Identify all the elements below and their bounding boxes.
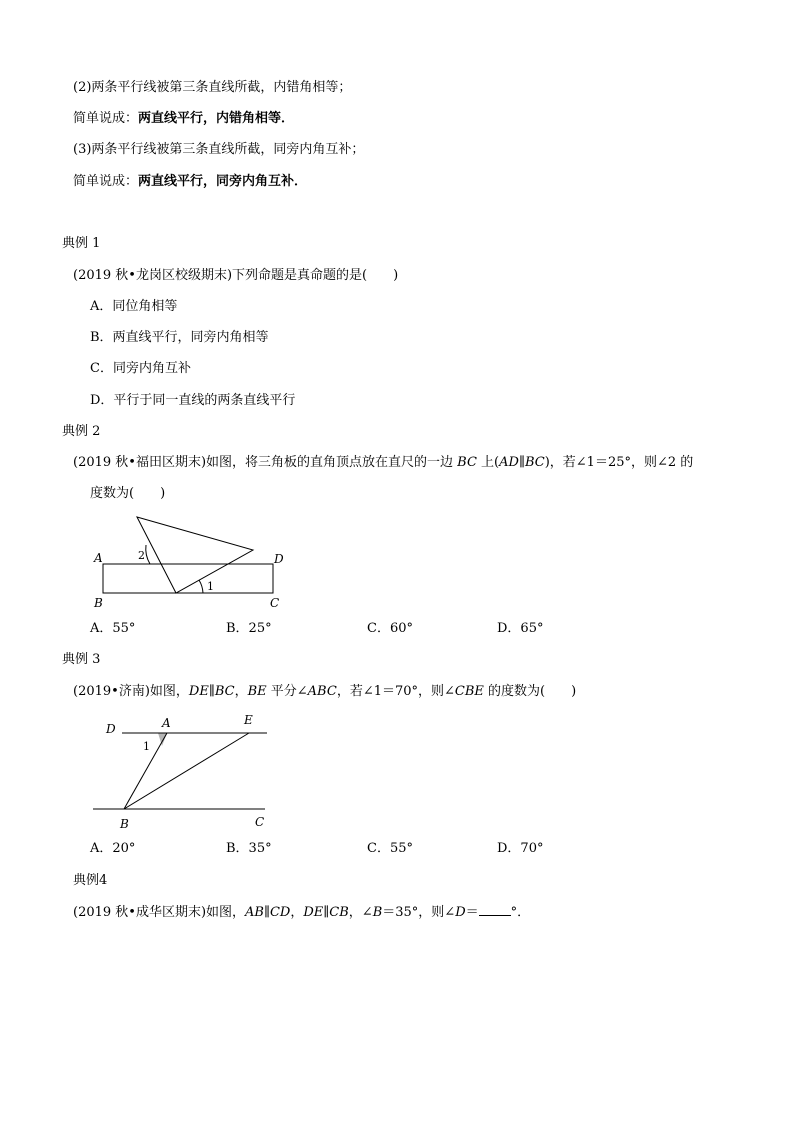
- example-1-option-b: B．两直线平行，同旁内角相等: [90, 330, 269, 345]
- q-text: (2019 秋•成华区期末)如图，: [73, 905, 246, 920]
- q-text: ，∠: [348, 905, 373, 920]
- label-a: A: [162, 716, 171, 730]
- short-prefix: 简单说成：: [73, 174, 139, 189]
- label-a: A: [94, 551, 103, 565]
- short-prefix: 简单说成：: [73, 111, 139, 126]
- example-2-option-c: C．60°: [367, 621, 413, 636]
- label-d: D: [106, 722, 116, 736]
- label-angle-2: 2: [138, 549, 145, 562]
- short-text: 两直线平行，内错角相等．: [138, 111, 295, 126]
- example-3-option-d: D．70°: [497, 841, 544, 856]
- q-math: DE∥BC: [188, 684, 235, 699]
- label-c: C: [255, 815, 265, 829]
- example-3-option-a: A．20°: [90, 841, 136, 856]
- example-3-option-c: C．55°: [367, 841, 413, 856]
- example-1-option-c: C．同旁内角互补: [90, 361, 191, 376]
- q-text: ，: [290, 905, 304, 920]
- example-3-option-b: B．35°: [226, 841, 272, 856]
- example-2-option-d: D．65°: [497, 621, 544, 636]
- label-b: B: [94, 596, 103, 610]
- example-4-title: 典例4: [73, 873, 108, 888]
- example-1-question: (2019 秋•龙岗区校级期末)下列命题是真命题的是( ): [73, 268, 399, 283]
- q-math: BE: [247, 684, 267, 699]
- answer-blank[interactable]: [479, 903, 511, 916]
- q-math: ABC: [307, 684, 337, 699]
- q-math: AB∥CD: [245, 905, 291, 920]
- q-text: (2019•济南)如图，: [73, 684, 189, 699]
- label-angle-1: 1: [143, 740, 150, 753]
- q-math: DE∥CB: [303, 905, 349, 920]
- label-b: B: [120, 817, 129, 831]
- q-math: B: [372, 905, 383, 920]
- example-2-question-line2: 度数为( ): [90, 486, 166, 501]
- q-math: CBE: [454, 684, 484, 699]
- q-text: )，若∠1＝25°，则∠2 的: [544, 455, 694, 470]
- q-text: 的度数为( ): [483, 684, 577, 699]
- example-4-question: [73, 903, 530, 922]
- label-d: D: [274, 552, 284, 566]
- label-angle-1: 1: [207, 580, 214, 593]
- short-text: 两直线平行，同旁内角互补．: [138, 174, 308, 189]
- parallel-property-2: (2)两条平行线被第三条直线所截，内错角相等；: [73, 80, 352, 95]
- example-2-title: 典例 2: [62, 424, 101, 439]
- q-math: D: [455, 905, 466, 920]
- label-c: C: [270, 596, 280, 610]
- q-text: ，: [234, 684, 248, 699]
- example-1-option-d: D．平行于同一直线的两条直线平行: [90, 393, 296, 408]
- q-text: °．: [510, 905, 531, 920]
- q-math: AD∥BC: [499, 455, 545, 470]
- example-1-option-a: A．同位角相等: [90, 299, 178, 314]
- example-1-title: 典例 1: [62, 236, 101, 251]
- q-text: ＝35°，则∠: [382, 905, 456, 920]
- q-math: BC: [457, 455, 477, 470]
- q-text: (2019 秋•福田区期末)如图，将三角板的直角顶点放在直尺的一边: [73, 455, 458, 470]
- example-2-option-a: A．55°: [90, 621, 136, 636]
- q-text: 平分∠: [266, 684, 308, 699]
- example-3-title: 典例 3: [62, 652, 101, 667]
- example-2-option-b: B．25°: [226, 621, 272, 636]
- label-e: E: [244, 713, 253, 727]
- parallel-property-3: (3)两条平行线被第三条直线所截，同旁内角互补；: [73, 142, 365, 157]
- q-text: 上(: [476, 455, 500, 470]
- q-text: ＝: [465, 905, 479, 920]
- q-text: ，若∠1＝70°，则∠: [336, 684, 455, 699]
